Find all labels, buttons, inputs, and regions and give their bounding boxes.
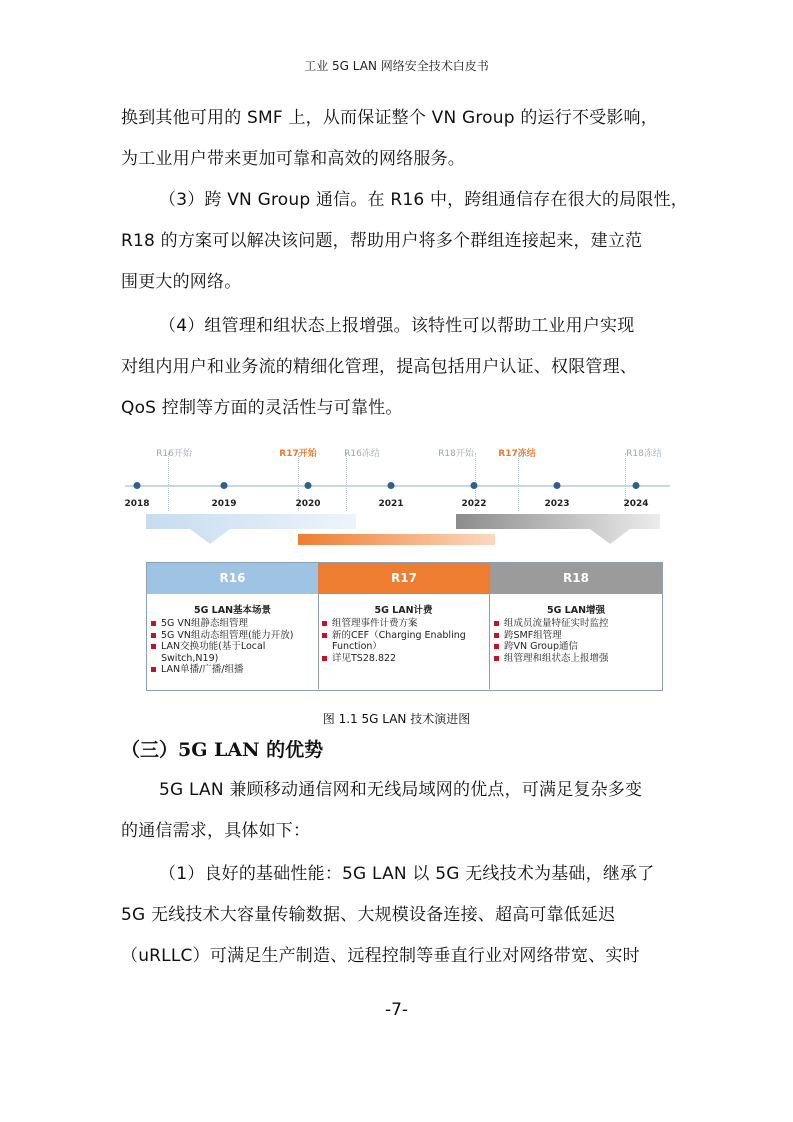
column-body-r17 — [318, 594, 490, 689]
list-item-continuation: Switch,N19) — [161, 652, 219, 664]
column-header-r17: R17 — [318, 563, 490, 594]
list-item: 详见TS28.822 — [332, 653, 489, 665]
milestone-line — [346, 453, 347, 511]
text-line: 为工业用户带来更加可靠和高效的网络服务。 — [121, 149, 465, 169]
list-item: 5G VN组静态组管理 — [161, 618, 318, 630]
list-item: 组成员流量特征实时监控 — [504, 618, 662, 630]
paragraph-3 — [121, 306, 681, 429]
timeline-dot — [633, 482, 640, 489]
milestone-label: R18冻结 — [626, 449, 662, 459]
column-title: 5G LAN计费 — [374, 605, 433, 616]
year-label: 2023 — [544, 499, 570, 509]
timeline-dot — [554, 482, 561, 489]
milestone-label: R18开始 — [438, 449, 474, 459]
paragraph-4 — [121, 770, 681, 852]
text-line: （uRLLC）可满足生产制造、远程控制等垂直行业对网络带宽、实时 — [121, 946, 640, 966]
list-item: 跨VN Group通信 — [504, 641, 662, 653]
column-title: 5G LAN增强 — [546, 605, 606, 616]
year-label: 2019 — [211, 499, 237, 509]
year-label: 2024 — [623, 499, 649, 509]
text-line: 5G LAN 兼顾移动通信网和无线局域网的优点，可满足复杂多变 — [159, 780, 643, 800]
milestone-line — [168, 453, 169, 511]
column-header-r16: R16 — [147, 563, 318, 594]
milestone-label: R17冻结 — [498, 449, 536, 459]
list-item: LAN单播/广播/组播 — [161, 664, 318, 676]
text-line: 围更大的网络。 — [121, 272, 242, 292]
list-item: 组管理事件计费方案 — [332, 618, 489, 630]
page-number: -7- — [384, 1000, 409, 1020]
text-line: （1）良好的基础性能：5G LAN 以 5G 无线技术为基础，继承了 — [159, 864, 655, 884]
text-line: 换到其他可用的 SMF 上，从而保证整个 VN Group 的运行不受影响， — [121, 108, 658, 128]
timeline-axis — [125, 485, 670, 487]
release-table — [146, 562, 663, 691]
list-item: 组管理和组状态上报增强 — [504, 653, 662, 665]
text-line: QoS 控制等方面的灵活性与可靠性。 — [121, 398, 403, 418]
year-label: 2018 — [124, 499, 150, 509]
list-item: 5G VN组动态组管理(能力开放) — [161, 630, 318, 642]
paragraph-1 — [121, 98, 681, 180]
timeline-dot — [134, 482, 141, 489]
r17-range-bar — [298, 534, 495, 545]
milestone-label: R16冻结 — [344, 449, 380, 459]
page-header: 工业 5G LAN 网络安全技术白皮书 — [304, 59, 489, 73]
text-line: （4）组管理和组状态上报增强。该特性可以帮助工业用户实现 — [159, 316, 635, 336]
text-line: R18 的方案可以解决该问题，帮助用户将多个群组连接起来，建立范 — [121, 231, 643, 251]
paragraph-2 — [121, 180, 688, 303]
timeline-dot — [305, 482, 312, 489]
milestone-label: R16开始 — [156, 449, 192, 459]
list-item: LAN交换功能(基于Local — [161, 641, 318, 653]
column-body-r18 — [490, 594, 662, 689]
year-label: 2021 — [378, 499, 404, 509]
figure-caption: 图 1.1 5G LAN 技术演进图 — [322, 712, 471, 726]
milestone-label: R17开始 — [279, 449, 317, 459]
timeline-dot — [471, 482, 478, 489]
text-line: （3）跨 VN Group 通信。在 R16 中，跨组通信存在很大的局限性， — [159, 190, 688, 210]
feature-list — [147, 618, 318, 676]
text-line: 5G 无线技术大容量传输数据、大规模设备连接、超高可靠低延迟 — [121, 905, 616, 925]
column-title: 5G LAN基本场景 — [193, 605, 272, 616]
feature-list — [318, 618, 489, 664]
feature-list — [490, 618, 662, 664]
list-item: 跨SMF组管理 — [504, 630, 662, 642]
milestone-line — [518, 453, 519, 511]
year-label: 2022 — [461, 499, 487, 509]
list-item-continuation: Function） — [332, 641, 382, 652]
evolution-figure — [120, 436, 673, 698]
column-header-r18: R18 — [490, 563, 662, 594]
list-item: 新的CEF（Charging Enabling — [332, 630, 489, 642]
text-line: 的通信需求，具体如下： — [121, 821, 311, 841]
timeline-dot — [388, 482, 395, 489]
paragraph-5 — [121, 854, 681, 977]
release-range-arrows — [120, 512, 673, 562]
column-body-r16 — [147, 594, 319, 689]
timeline-dot — [221, 482, 228, 489]
year-label: 2020 — [295, 499, 321, 509]
text-line: 对组内用户和业务流的精细化管理，提高包括用户认证、权限管理、 — [121, 357, 637, 377]
section-heading: （三）5G LAN 的优势 — [121, 739, 324, 761]
